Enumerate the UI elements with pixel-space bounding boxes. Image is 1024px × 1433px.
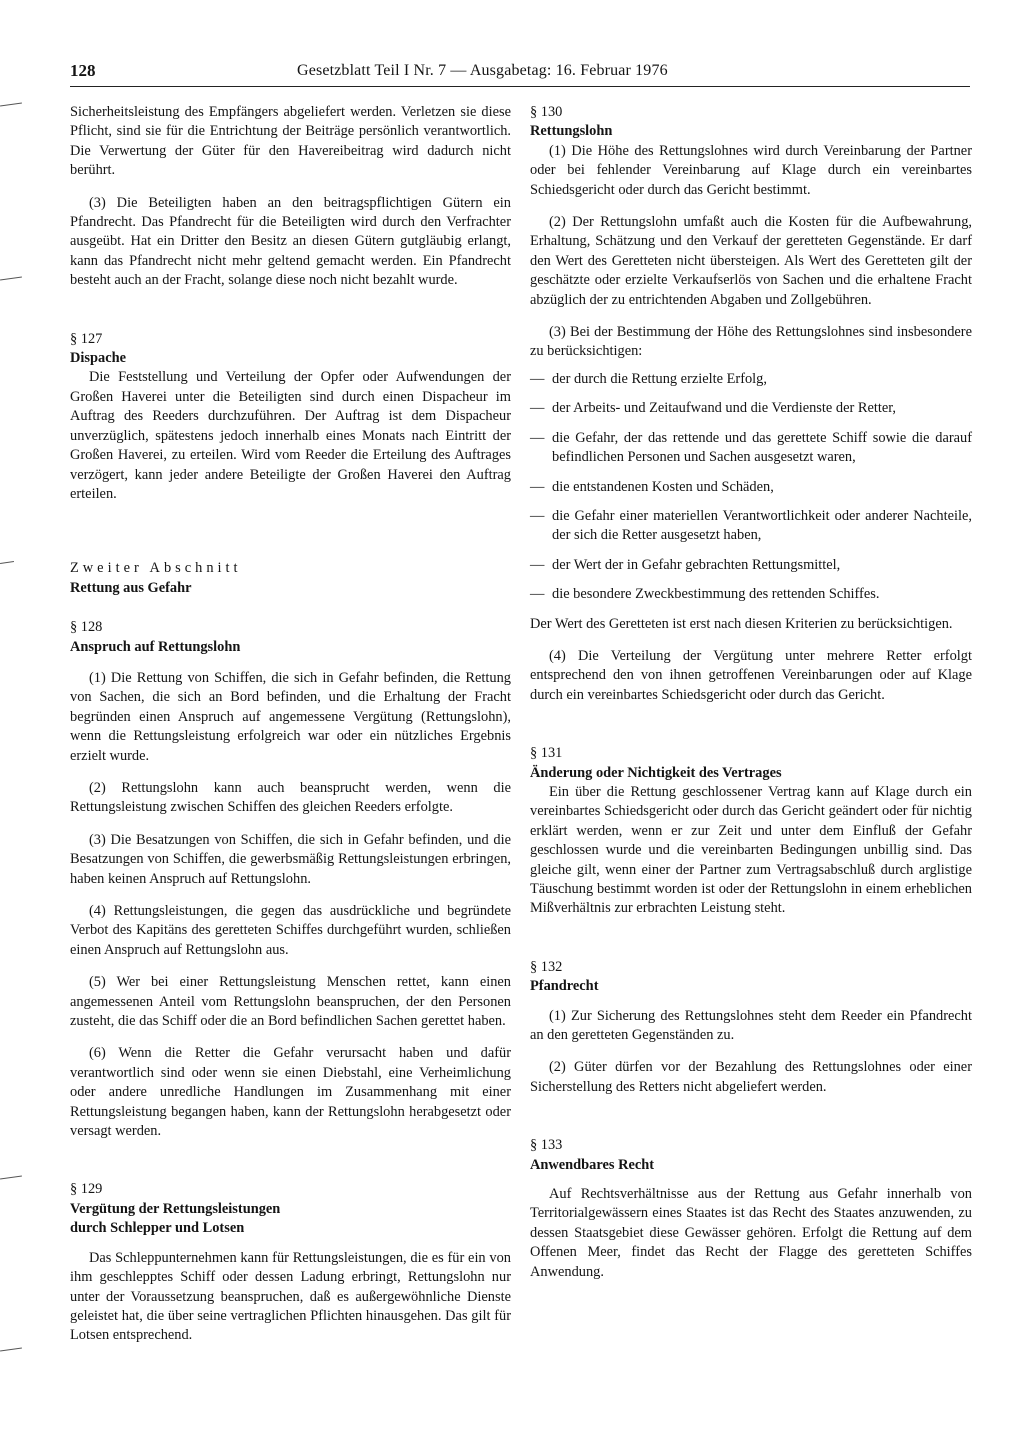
margin-mark [0, 1347, 22, 1351]
section-number: § 133 [530, 1137, 563, 1154]
section-number: § 131 [530, 745, 563, 762]
section-title: Rettungslohn [530, 123, 613, 140]
paragraph: (5) Wer bei einer Rettungsleistung Menschen rettet, kann einen angemessenen Anteil vom Rettungslohn beanspruchen, der den Personen zusteht, die das Schiff oder die an Bord befindlichen Sachen gerettet haben. [70, 974, 511, 1030]
section-number: § 130 [530, 104, 563, 120]
list-item: — der Arbeits- und Zeitaufwand und die Verdienste der Retter, [530, 400, 897, 417]
paragraph: (1) Zur Sicherung des Rettungslohnes steht dem Reeder ein Pfandrecht an den geretteten Gegenständen zu. [530, 1007, 972, 1044]
margin-mark [0, 276, 22, 280]
section-title: Anspruch auf Rettungslohn [70, 638, 241, 655]
paragraph: (2) Rettungslohn kann auch beansprucht werden, wenn die Rettungsleistung zwischen Schiffen des gleichen Reeders erfolgte. [70, 779, 511, 816]
paragraph: Auf Rechtsverhältnisse aus der Rettung aus Gefahr innerhalb von Territorialgewässern eines Staates ist das Recht des Staates anzuwenden, zu dessen Staatsgebiet diese Gewässer gehören. Erfolgt die Rettung auf dem Offenen Meer, findet das Recht der Flagge des geretteten Schiffes Anwendung. [530, 1186, 972, 1280]
section-number: § 127 [70, 330, 103, 347]
paragraph: (2) Güter dürfen vor der Bezahlung des Rettungslohnes oder einer Sicherstellung des Retters nicht abgeliefert werden. [530, 1059, 972, 1095]
header-title: Gesetzblatt Teil I Nr. 7 — Ausgabetag: 16. Februar 1976 [297, 62, 668, 79]
paragraph: (4) Rettungsleistungen, die gegen das ausdrückliche und begründete Verbot des Kapitäns des geretteten Schiffes durchgeführt wurden, schließen einen Anspruch auf Rettungslohn aus. [70, 903, 511, 958]
right-column [530, 103, 972, 1295]
paragraph: (3) Die Besatzungen von Schiffen, die sich in Gefahr befinden, und die Besatzungen von Schiffen, die gewerbsmäßig Rettungsleistungen erbringen, haben keinen Anspruch auf Rettungslohn. [70, 831, 511, 887]
chapter-title: Rettung aus Gefahr [70, 579, 192, 596]
section-title: Änderung oder Nichtigkeit des Vertrages [530, 764, 782, 781]
page-number: 128 [70, 61, 96, 80]
paragraph: (3) Die Beteiligten haben an den beitragspflichtigen Gütern ein Pfandrecht. Das Pfandrecht für die Beteiligten wird durch den Verfrachter ausgeübt. Hat ein Dritter den Besitz an diesen Gütern gutgläubig erlangt, kann das Pfandrecht nicht mehr geltend gemacht werden. Ein Pfandrecht besteht auch an der Fracht, solange diese noch nicht bezahlt wurde. [70, 194, 511, 289]
section-number: § 132 [530, 958, 563, 975]
left-column [70, 103, 511, 1359]
section-title: Dispache [70, 350, 126, 367]
paragraph: (2) Der Rettungslohn umfaßt auch die Kosten für die Aufbewahrung, Erhaltung, Schätzung und den Verkauf der geretteten Gegenstände. Er darf den Wert des Geretteten nicht übersteigen. Als Wert des Geretteten gilt der geschätzte oder erzielte Verkaufserlös von Sachen und die erhaltene Fracht abzüglich der zu entrichtenden Abgaben und Zollgebühren. [530, 214, 972, 308]
paragraph: (1) Die Rettung von Schiffen, die sich in Gefahr befinden, die Rettung von Sachen, die sich an Bord befinden, und die Erhaltung der Fracht begründen einen Anspruch auf angemessene Vergütung (Rettungslohn), wenn die Rettungsleistung erfolgreich war oder ein nützliches Ergebnis erzielt wurde. [70, 669, 511, 764]
list-item: — der durch die Rettung erzielte Erfolg, [530, 370, 767, 387]
section-number: § 129 [70, 1181, 103, 1198]
criteria-list [530, 370, 972, 605]
list-item: — der Wert der in Gefahr gebrachten Rettungsmittel, [530, 556, 841, 573]
list-item: — die besondere Zweckbestimmung des rettenden Schiffes. [530, 586, 880, 603]
paragraph: Das Schleppunternehmen kann für Rettungsleistungen, die es für ein von ihm geschlepptes Schiff oder dessen Ladung erbringt, Rettungslohn nur unter der Voraussetzung beanspruchen, daß es außergewöhnliche Dienste geleistet hat, die über seine vertraglichen Pflichten hinausgehen. Das gilt für Lotsen entsprechend. [70, 1249, 511, 1344]
paragraph: Der Wert des Geretteten ist erst nach diesen Kriterien zu berücksichtigen. [530, 615, 953, 632]
list-item: — die entstandenen Kosten und Schäden, [530, 478, 774, 495]
paragraph: (4) Die Verteilung der Vergütung unter mehrere Retter erfolgt entsprechend den von ihnen getroffenen Vereinbarungen oder auf Klage durch ein vereinbartes Schiedsgericht oder durch das Gericht. [530, 647, 972, 703]
list-item: — die Gefahr, der das rettende und das gerettete Schiff sowie die darauf befindlichen Personen und Sachen ausgesetzt waren, [530, 429, 972, 466]
margin-mark [0, 1175, 22, 1179]
paragraph: (6) Wenn die Retter die Gefahr verursacht haben und dafür verantwortlich sind oder wenn sie einen Diebstahl, eine Verheimlichung oder andere unredliche Handlungen im Zusammenhang mit einer Rettungsleistung begangen haben, kann der Rettungslohn herabgesetzt oder versagt werden. [70, 1045, 511, 1140]
margin-mark [0, 102, 22, 106]
margin-mark [0, 561, 14, 564]
list-item: — die Gefahr einer materiellen Verantwortlichkeit oder anderer Nachteile, der sich die Retter ausgesetzt haben, [530, 507, 972, 544]
paragraph: Die Feststellung und Verteilung der Opfer oder Aufwendungen der Großen Haverei unter die Beteiligten sind durch einen Dispacheur im Auftrag des Reeders durchzuführen. Der Auftrag ist dem Dispacheur unverzüglich, spätestens jedoch innerhalb eines Monats nach Eintritt der Großen Haverei, zu erteilen. Wird vom Reeder die Erteilung des Auftrages verzögert, kann jeder andere Beteiligte der Großen Haverei den Auftrag erteilen. [70, 369, 511, 502]
paragraph: Ein über die Rettung geschlossener Vertrag kann auf Klage durch ein vereinbartes Schiedsgericht oder durch das Gericht geändert oder für nichtig erklärt werden, wenn er zur Zeit und unter dem Einfluß der Gefahr geschlossen wurde und die vereinbarten Bedingungen unbillig sind. Das gleiche gilt, wenn einer der Partner zum Vertragsabschluß durch arglistige Täuschung bestimmt worden ist oder der Rettungslohn in einem erheblichen Mißverhältnis zur erbrachten Leistung steht. [530, 783, 972, 917]
section-number: § 128 [70, 619, 103, 636]
continued-paragraph: Sicherheitsleistung des Empfängers abgeliefert werden. Verletzen sie diese Pflicht, sind sie für die Entrichtung der Beiträge persönlich verantwortlich. Die Verwertung der Güter für den Havereibeitrag wird dadurch nicht berührt. [70, 104, 511, 179]
paragraph: (3) Bei der Bestimmung der Höhe des Rettungslohnes sind insbesondere zu berücksichtigen: [530, 324, 972, 360]
section-title: Vergütung der Rettungsleistungen [70, 1200, 281, 1217]
chapter-heading: Zweiter Abschnitt [70, 560, 242, 577]
section-title: durch Schlepper und Lotsen [70, 1220, 245, 1237]
header-rule [70, 86, 970, 87]
section-title: Anwendbares Recht [530, 1156, 655, 1173]
paragraph: (1) Die Höhe des Rettungslohnes wird durch Vereinbarung der Partner oder bei fehlender Vereinbarung auf Klage durch ein vereinbartes Schiedsgericht oder durch das Gericht bestimmt. [530, 142, 972, 198]
section-title: Pfandrecht [530, 978, 599, 995]
